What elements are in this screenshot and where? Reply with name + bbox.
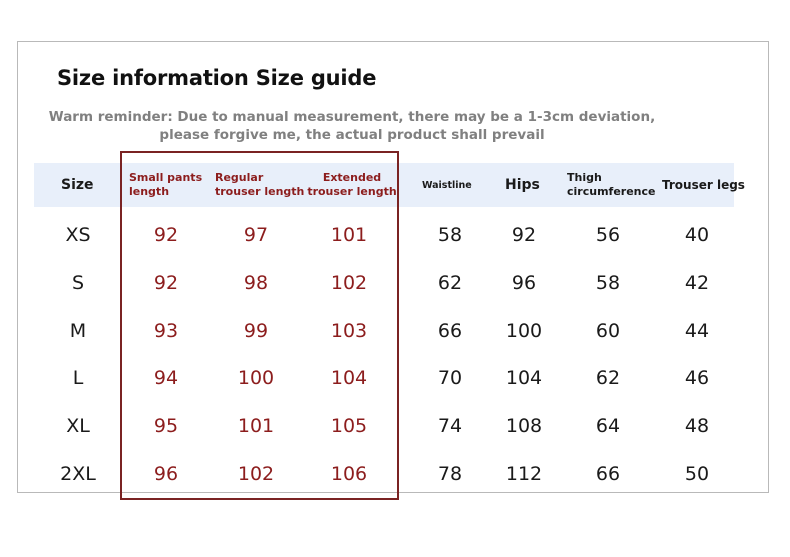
header-regular-trouser-length: Regular trouser length <box>215 171 305 198</box>
table-cell-hips: 104 <box>505 367 543 389</box>
table-cell-waistline: 62 <box>437 272 463 294</box>
table-cell-size: L <box>72 367 84 389</box>
table-cell-thigh: 56 <box>595 224 621 246</box>
header-thigh-circumference: Thigh circumference <box>567 171 656 198</box>
table-cell-size: XS <box>65 224 91 246</box>
table-cell-small-pants: 95 <box>153 415 179 437</box>
table-cell-waistline: 78 <box>437 463 463 485</box>
table-cell-small-pants: 94 <box>153 367 179 389</box>
header-hips: Hips <box>505 177 540 193</box>
table-cell-extended: 101 <box>330 224 368 246</box>
table-cell-small-pants: 93 <box>153 320 179 342</box>
table-cell-extended: 105 <box>330 415 368 437</box>
table-cell-size: XL <box>66 415 90 437</box>
table-cell-trouser-legs: 46 <box>684 367 710 389</box>
table-cell-thigh: 64 <box>595 415 621 437</box>
warm-reminder: Warm reminder: Due to manual measurement, there may be a 1-3cm deviation, please forgive me, the actual product shall prevail <box>48 109 656 143</box>
table-cell-trouser-legs: 44 <box>684 320 710 342</box>
table-cell-hips: 96 <box>511 272 537 294</box>
table-cell-thigh: 62 <box>595 367 621 389</box>
table-cell-regular: 102 <box>237 463 275 485</box>
table-cell-waistline: 66 <box>437 320 463 342</box>
table-cell-regular: 97 <box>243 224 269 246</box>
table-cell-hips: 100 <box>505 320 543 342</box>
table-cell-waistline: 58 <box>437 224 463 246</box>
table-cell-hips: 112 <box>505 463 543 485</box>
header-waistline: Waistline <box>422 179 472 191</box>
table-cell-trouser-legs: 40 <box>684 224 710 246</box>
table-cell-waistline: 70 <box>437 367 463 389</box>
table-cell-extended: 106 <box>330 463 368 485</box>
table-cell-extended: 104 <box>330 367 368 389</box>
table-cell-regular: 100 <box>237 367 275 389</box>
header-trouser-legs: Trouser legs <box>662 178 745 192</box>
table-cell-small-pants: 92 <box>153 272 179 294</box>
page-title: Size information Size guide <box>57 66 377 90</box>
table-cell-thigh: 66 <box>595 463 621 485</box>
table-cell-regular: 99 <box>243 320 269 342</box>
length-columns-highlight <box>120 151 399 500</box>
table-cell-size: S <box>71 272 85 294</box>
table-cell-waistline: 74 <box>437 415 463 437</box>
table-cell-small-pants: 96 <box>153 463 179 485</box>
table-cell-extended: 103 <box>330 320 368 342</box>
table-cell-size: 2XL <box>60 463 96 485</box>
table-cell-small-pants: 92 <box>153 224 179 246</box>
table-cell-thigh: 60 <box>595 320 621 342</box>
header-small-pants-length: Small pants length <box>129 171 203 198</box>
table-cell-thigh: 58 <box>595 272 621 294</box>
table-cell-hips: 108 <box>505 415 543 437</box>
table-cell-regular: 98 <box>243 272 269 294</box>
table-cell-size: M <box>69 320 87 342</box>
header-extended-trouser-length: Extended trouser length <box>307 171 397 198</box>
table-cell-extended: 102 <box>330 272 368 294</box>
table-cell-trouser-legs: 50 <box>684 463 710 485</box>
table-cell-trouser-legs: 42 <box>684 272 710 294</box>
header-size: Size <box>61 177 94 193</box>
table-cell-hips: 92 <box>511 224 537 246</box>
table-cell-regular: 101 <box>237 415 275 437</box>
table-cell-trouser-legs: 48 <box>684 415 710 437</box>
